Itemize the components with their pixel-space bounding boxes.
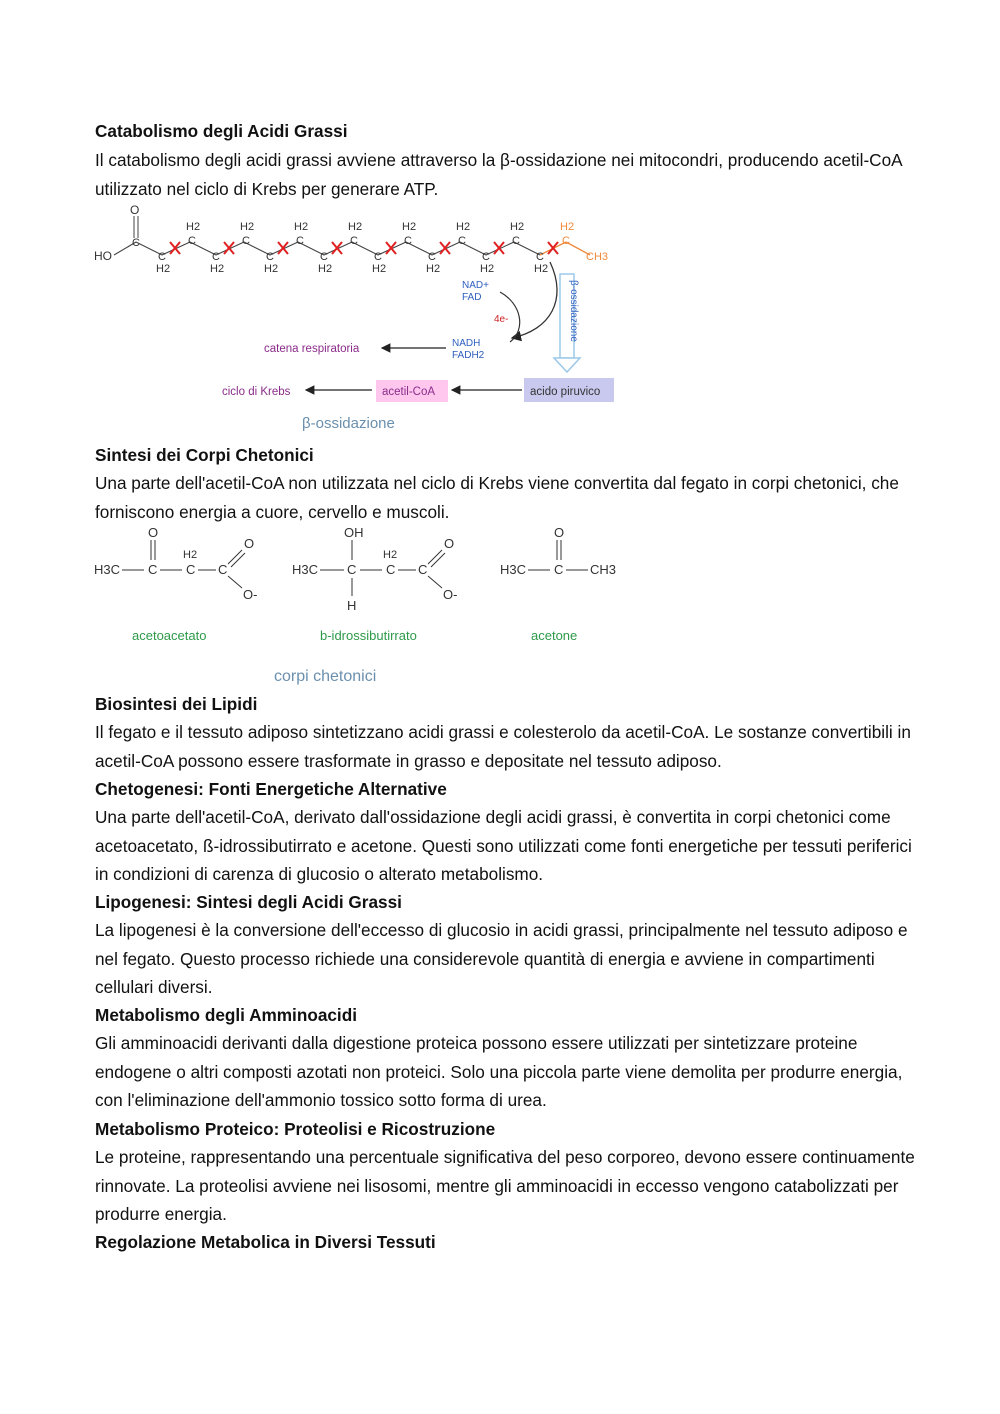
atom-C: C: [404, 235, 412, 247]
atom-Ominus: O-: [243, 587, 258, 602]
atom-H2: H2: [294, 221, 309, 233]
atom-C: C: [512, 235, 520, 247]
atom-H2: H2: [372, 263, 387, 275]
atom-H3C: H3C: [94, 562, 121, 577]
atom-C: C: [212, 251, 220, 263]
heading-lipogenesi: Lipogenesi: Sintesi degli Acidi Grassi: [95, 892, 402, 912]
atom-C: C: [418, 562, 428, 577]
catena-label: catena respiratoria: [264, 343, 360, 355]
paragraph-amminoacidi: Gli amminoacidi derivanti dalla digestione proteica possono essere utilizzati per sintetizzare proteine endogene o altri composti azotati non proteici. Solo una piccola parte viene demolita per produrre energia, con l'eliminazione dell'ammonio tossico sotto forma di urea.: [95, 1033, 903, 1111]
heading-amminoacidi: Metabolismo degli Amminoacidi: [95, 1005, 357, 1025]
heading-proteico: Metabolismo Proteico: Proteolisi e Ricostruzione: [95, 1119, 496, 1139]
lower-ch2-group: [156, 251, 548, 275]
nad-label: NAD+: [462, 280, 489, 291]
atom-H2: H2: [480, 263, 495, 275]
atom-H2: H2: [348, 221, 363, 233]
atom-C: C: [374, 251, 382, 263]
atom-O: O: [444, 536, 455, 551]
atom-H2: H2: [186, 221, 201, 233]
atom-H2: H2: [210, 263, 225, 275]
ketone-caption: corpi chetonici: [274, 668, 377, 685]
atom-C: C: [188, 235, 196, 247]
atom-C: C: [350, 235, 358, 247]
piruvico-label: acido piruvico: [530, 386, 601, 398]
atom-HO: HO: [94, 249, 112, 263]
atom-H2: H2: [402, 221, 417, 233]
paragraph-chetogenesi: Una parte dell'acetil-CoA, derivato dall'ossidazione degli acidi grassi, è convertita in corpi chetonici come acetoacetato, ß-idrossibutirrato e acetone. Questi sono utilizzati come fonti energetiche per tessuti periferici in condizioni di carenza di glucosio o alterato metabolismo.: [95, 807, 912, 885]
fadh2-label: FADH2: [452, 350, 485, 361]
atom-CH3: CH3: [586, 251, 609, 263]
atom-H2: H2: [183, 549, 198, 561]
atom-C: C: [186, 562, 196, 577]
atom-OH: OH: [344, 525, 364, 540]
name-acetone: acetone: [531, 628, 578, 643]
atom-H2: H2: [426, 263, 441, 275]
name-acetoacetato: acetoacetato: [132, 628, 207, 643]
paragraph-lipogenesi: La lipogenesi è la conversione dell'eccesso di glucosio in acidi grassi, principalmente nel tessuto adiposo e nel fegato. Questo processo richiede una considerevole quantità di energia e avviene in compartimenti cellulari diversi.: [95, 920, 908, 998]
atom-O: O: [244, 536, 255, 551]
atom-H2: H2: [534, 263, 549, 275]
paragraph-proteico: Le proteine, rappresentando una percentuale significativa del peso corporeo, devono essere continuamente rinnovate. La proteolisi avviene nei lisosomi, mentre gli amminoacidi in eccesso vengono catabolizzati per produrre energia.: [95, 1147, 915, 1225]
heading-chetonici: Sintesi dei Corpi Chetonici: [95, 445, 314, 465]
atom-H2: H2: [383, 549, 398, 561]
atom-C-terminal: C: [562, 235, 570, 247]
atom-O: O: [148, 525, 159, 540]
atom-C: C: [266, 251, 274, 263]
atom-H: H: [347, 598, 357, 613]
name-idrossibutirrato: b-idrossibutirrato: [320, 628, 417, 643]
ketone-bodies-figure: [90, 524, 630, 690]
atom-H2: H2: [264, 263, 279, 275]
atom-C: C: [386, 562, 396, 577]
atom-H2-terminal: H2: [560, 221, 575, 233]
atom-H2: H2: [240, 221, 255, 233]
heading-biosintesi: Biosintesi dei Lipidi: [95, 694, 258, 714]
upper-ch2-group: [186, 221, 524, 247]
atom-H2: H2: [456, 221, 471, 233]
atom-C: C: [320, 251, 328, 263]
atom-C: C: [148, 562, 158, 577]
atom-H2: H2: [510, 221, 525, 233]
fad-label: FAD: [462, 292, 482, 303]
atom-H2: H2: [318, 263, 333, 275]
atom-C: C: [218, 562, 228, 577]
heading-regolazione: Regolazione Metabolica in Diversi Tessuti: [95, 1232, 436, 1252]
atom-C: C: [458, 235, 466, 247]
paragraph-chetonici: Una parte dell'acetil-CoA non utilizzata nel ciclo di Krebs viene convertita dal fegato in corpi chetonici, che forniscono energia a cuore, cervello e muscoli.: [95, 473, 899, 522]
heading-chetogenesi: Chetogenesi: Fonti Energetiche Alternative: [95, 779, 447, 799]
atom-O: O: [554, 525, 565, 540]
atom-C: C: [158, 251, 166, 263]
atom-H3C: H3C: [500, 562, 527, 577]
atom-C: C: [242, 235, 250, 247]
krebs-label: ciclo di Krebs: [222, 386, 291, 398]
atom-C: C: [536, 251, 544, 263]
nadh-label: NADH: [452, 338, 481, 349]
paragraph-biosintesi: Il fegato e il tessuto adiposo sintetizzano acidi grassi e colesterolo da acetil-CoA. Le sostanze convertibili in acetil-CoA possono essere trasformate in grasso e depositate nel tessuto adiposo.: [95, 722, 911, 771]
atom-C: C: [347, 562, 357, 577]
paragraph-catabolismo: Il catabolismo degli acidi grassi avviene attraverso la β-ossidazione nei mitocondri, producendo acetil-CoA utilizzato nel ciclo di Krebs per generare ATP.: [95, 150, 902, 199]
atom-C: C: [132, 237, 140, 249]
atom-C: C: [428, 251, 436, 263]
atom-O: O: [130, 203, 140, 217]
beta-oxidation-figure: [90, 200, 630, 438]
atom-C: C: [554, 562, 564, 577]
atom-CH3: CH3: [590, 562, 617, 577]
heading-catabolismo: Catabolismo degli Acidi Grassi: [95, 121, 348, 141]
beta-side-label: β-ossidazione: [568, 280, 579, 342]
beta-caption: β-ossidazione: [302, 415, 395, 432]
atom-H3C: H3C: [292, 562, 319, 577]
atom-C: C: [296, 235, 304, 247]
atom-Ominus: O-: [443, 587, 458, 602]
atom-H2: H2: [156, 263, 171, 275]
atom-C: C: [482, 251, 490, 263]
acetil-label: acetil-CoA: [382, 386, 436, 398]
electrons-label: 4e-: [494, 314, 509, 325]
